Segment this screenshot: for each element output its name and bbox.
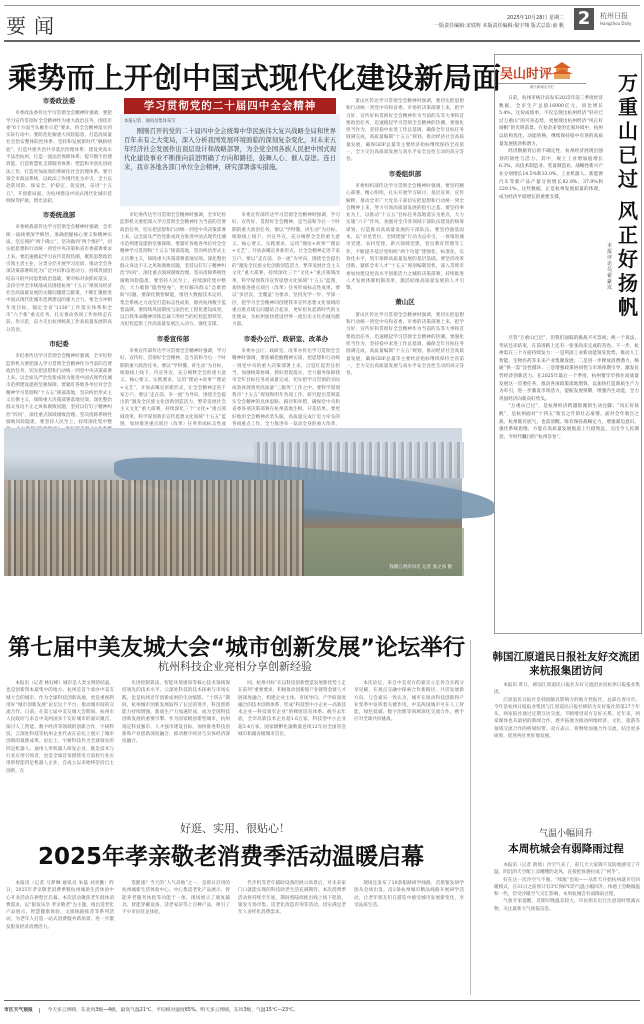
story3-column xyxy=(6,880,114,994)
section-text: 市委组织部传达学习贯彻全会精神时强调，要坚持精心部署、精心组织，扎实开展学习研讨、基层宣讲、宣传解释，推动全市广大党员干部切实把思想和行动统一到全会精神上来，努力引领高质量发展的指引之基。要坚持事业为上，以推动“十五五”目标任务落地落实为重点，大力实施“六干”作风，加强对全市各领域干部队伍建设的统筹谋划，打造推动高质量发展的干部队伍。要坚持强基固本，以“争星晋位、全域建强”行动为总牵引，一体推进城市党建、农村党建、新兴领域党建，党员教育管理等工作，不断提升基层党组织“两个功能”建强化、标准化、实效化水平，筑牢保障高质量发展的基层基础。要坚持改革创新，紧抓全市人才“十五五”规划编制契机，深入贯彻市委加快建设更高水平创新活力之城的决策部署，持续推进人才发展体制机制改革，激活助推高质量发展的人才引擎。 xyxy=(346,183,464,292)
section-heading: 市委办公厅、政研室、改革办 xyxy=(243,334,329,343)
section-heading: 市纪委 xyxy=(49,339,69,348)
story3-column xyxy=(238,880,346,994)
column-logo-sub: 浙江新闻名专栏 xyxy=(498,83,586,90)
story5-kicker: 气温小幅回升 xyxy=(538,829,593,839)
column-logo: 吴山时评 xyxy=(500,67,553,82)
story2-column xyxy=(354,680,464,812)
story3-kicker: 好逛、实用、很贴心！ xyxy=(180,822,290,835)
header-rule xyxy=(4,40,640,42)
story2-column xyxy=(122,680,230,812)
story2-text: 回，杭州对标“在以科技创新塑造发展新优势上走在前列”重要要求，积极推动创新链产业链资金链人才链深度融合，构建企业主体、市场导向、产学研深度融合的技术创新体系，形成“科技型中小企业—高新技术企业—科技领军企业”的梯度培育体系。截至去年底，全市高新技术企业超1.6万家，科技型中小企业超3.4万家，国家级孵化器数量连续12年居全国省会城市和副省级城市首位。 xyxy=(238,681,347,738)
section-text: 市纪委传达学习贯彻全会精神时强调，全市纪检监察机关要把深入学习贯彻全会精神作为当前的首要政治任务，切实把思想和行动统一到党中央决策部署上来。以全面从严治党新成效为推进中国式现代化城市范例建设提供坚强保障。要紧盯各地各单位对全会精神学习贯彻和“十五五”规部落地，坚决纠治形式主义官僚主义，保障重大决策部署落地见效。深化整治群众身边不正之风和腐败问题，坚持以钉钉子精神纠治“四风”，深化重点领域腐败治理。坚决清除系统性腐败风险隐患，要坚持人民至上，持续深化集中整 xyxy=(6,354,112,425)
story3-text: 代步机等老年辅助设备的展示场景后，对未来家门口就能实现的科技助老生活充满期待。本次消费季活动将持续至年底，期间将陆续推出线上线下促销、银发专场市集、适老化改造咨询等活动，切实满足老年人多样化消费需求。 xyxy=(238,881,346,916)
story4-body xyxy=(494,682,640,800)
commentary-paragraph: 经济数据背后的不确定性，杭州经济展现出强劲的韧性与活力。其中，规上工业增加值增长6.3%，高技术制造业、装备制造业、战略性新兴产业分别增长14.5%和33.0%。工业机器人、新能源汽车等新产品产量分别增长82.9%、37.9%和229.1%。这些数据，正是杭州发展质量的体现，成为经济平稳增长的重要支撑。 xyxy=(499,149,603,200)
commentary-title xyxy=(617,71,639,319)
section-text: 市委办公厅、政研室、改革办传达学习贯彻全会精神时强调，要准确把握精神实质，把思想和行动统一到党中央的重大决策部署上来，自觉扛起责任担当，加强统筹协调，抓好督促落实，全力服务保障我市全年目标任务高质量完成，切实把学习贯彻的实际成效体现到更高质量“三服务”工作之中。要科学谋划我市“十五五”规划和明年各项工作，研究提出贯彻落实全会精神的具体思路、路径和举措，确保党中央和省委各项决策部署在杭州落地生根、开花结果。要更好地用全会精神武装头脑，高质量完成厅室力牵头的各项重点工作，全力推进牵一发动全身的重大改革， xyxy=(232,349,340,428)
section-heading: 萧山区 xyxy=(395,298,415,307)
story2-column xyxy=(238,680,346,812)
editor-credits: 一版责任编辑:宋铁辉 本版责任编辑:倪宇翔 版式总监:俞 帆 xyxy=(434,23,564,29)
feature-lead-text: 刚刚召开的党的二十届四中全会统筹中华民族伟大复兴战略全局和世界百年未有之大变局，深入分析我国发展环境面临的深刻复杂变化，对未来五年经济社会发展作出顶层设计和战略部署，为全党全国各族人民把中国式现代化建设事业不断推向前进明确了方向和路径，鼓舞人心、催人奋进。连日来，我市各地各部门单位全会精神，研究部署落实措施。 xyxy=(124,128,336,171)
story2-text: 本报讯（记者 林钰峰）城市是人类文明的结晶，也是创新资本最集中的地方。杭州是首个承办中美友城大会的城市，作为全球科技创新高地，更是重视利用好“城市创新发展”论坛这个平台，推动城市间的交流合作。日前，在第七届中美友城大会期间，杭州市人民政府与来自中美两国多个友好城市的嘉宾聚首，探讨人工智能、数字经济等领域的创新合作，宇树科技、云深处科技等杭州企业代表在论坛上展示了城市创新的最新成果。论坛上，宇树科技作为全球领先的四足机器人、通用人形机器人研发企业，既是技术与行业应用引领者，也是全球首家围绕电力巡检行业应用的智能四足机器人企业，自成立以来始终坚持自主创新，在 xyxy=(6,681,114,774)
column-divider xyxy=(470,640,471,995)
section-heading: 市委宣传部 xyxy=(156,334,190,343)
commentary-title-2: 风正好扬帆 xyxy=(618,199,638,319)
section-text: 萧山区传达学习贯彻全会精神时强调，要切实把思想和行动统一到党中央和省委、市委的决策部署上来，把学习好、宣传好和贯彻好全会精神作为当前的头等大事和首要政治任务，迅速掀起学习贯彻全会精神的热潮。要强化担当作为，坚持稳中求进工作总基调，确保全年目标任务圆满完成，高质量编制“十五五”规划，推动经济社会高质量发展，确保GDP总量等主要经济指标继续保持全省第一，全力交出高质量发展与高水平安全良性互动的高分答卷。 xyxy=(346,312,464,377)
lead-column-2 xyxy=(120,212,226,428)
story2-text: 先进控制算法、智能环境感知等核心技术领域保持领先的技术水平。云深处科技的技术探索与市场实践，也是杭州近年创新成果的生动缩影。“十四五”期间，杭州城市创新发展取得了长足的进步，科技创新能力持续增强，新质生产力加速形成，成为全国科技创新发展的重要引擎。作为国家级创新型城市，杭州锚定科技强市、人才强市建设目标，加快推进科技创新和产业创新深度融合，推动数字经济与实体经济深度融合。 xyxy=(122,681,230,745)
commentary-body-top xyxy=(499,95,603,201)
story5-paragraph: 气象专家提醒，近期早晚温差较大，市民朋友出行注意适时增减衣物，关注最新天气预报信息。 xyxy=(494,899,640,912)
story3-column xyxy=(122,880,230,994)
story3-headline[interactable]: 2025年孝亲敬老消费季活动温暖启幕 xyxy=(38,844,425,870)
page-number: 2 xyxy=(574,8,594,30)
story3-column xyxy=(354,880,464,994)
weather-text: 今天多云到晴，东北风3级—4级，最高气温21℃，平均相对湿度65%。明天多云到晴，东风3级，气温15℃—23℃。 xyxy=(47,1008,299,1013)
story5-body xyxy=(494,862,640,996)
story4-paragraph: 本报讯 昨日，韩国江原道民日报社友好交流团访问杭州日报报业集团。 xyxy=(494,683,640,696)
section-text: 萧山区传达学习贯彻全会精神时强调，要切实把思想和行动统一到党中央和省委、市委的决策部署上来，把学习好、宣传好和贯彻好全会精神作为当前的头等大事和首要政治任务，迅速掀起学习贯彻全会精神的热潮。要强化担当作为，坚持稳中求进工作总基调，确保全年目标任务圆满完成，高质量编制“十五五”规划，推动经济社会高质量发展，确保GDP总量等主要经济指标继续保持全省第一，全力交出高质量发展与高水平安全良性互动的高分答卷。 xyxy=(346,99,464,163)
commentary-author: 本报评论员 翟豪岚 xyxy=(607,243,613,291)
commentary-paragraph: 日前，杭州市统计局发布2025年前三季度经济数据，全市生产总值16900亿元，同比增长5.4%。这份成绩单，不仅呈现出杭州经济“轻舟已过万重山”的可喜态势，更展现出杭州经济“风正好扬帆”的光明前景。在复杂多变的宏观环境中，杭州以结构优化、动能转换，继续保持稳中有进的高质量发展韧劲和潜力。 xyxy=(499,96,603,147)
story3-text: 本报讯（记者 马梦琳 通讯员 朱磊 刘亮勤）昨日，2025年孝亲敬老消费季暨杭州城新生活体验中心开业活动在拱墅区启幕。本次活动聚焦老年群体消费需求，以“银发乐享 孝亲敬老”为主题，推出适老化产品展示、智慧健康体验、文旅线路推荐等系列活动，为老年人打造一站式消费服务新场景，进一步激发银发经济消费活力。 xyxy=(6,881,114,930)
story2-subhead: 杭州科技企业亮相分享创新经验 xyxy=(158,660,312,673)
story5-headline[interactable]: 本周杭城会有弱降雨过程 xyxy=(508,843,624,855)
story3-text: 逛健康？当天的“人气高地”之一，是即日启用的杭州城新生活体验中心。中心集适老化产品展示、智能养老服务体验等功能于一体，现场展示了康复辅具、智能穿戴设备、适老家居等上百种产品，吸引了不少市民驻足体验。 xyxy=(122,881,230,916)
weather-bar xyxy=(4,1000,640,1013)
pagoda-icon xyxy=(549,61,575,81)
section-heading: 市委组织部 xyxy=(388,169,422,178)
photo-caption: 钱塘江两岸风光 记者 张之冰 摄 xyxy=(389,565,452,570)
story4-paragraph: 江原道民日报社是韩国颇具影响力的地方性报社，总部在春川市。今年是杭州日报报业集团与江原道民日报社缔结为友好报社的第27个年头。两家报社通过定期互访交流，不断增进双方友好关系。近年来，两家媒体也从最初的新闻合作，逐步拓展为推动两地经济、文化、旅游等领域交流合作的桥梁纽带。双方表示，将继续加强合作交流，结出更多硕果，促进两社更好地发展。 xyxy=(494,697,640,740)
section-heading: 市委统战部 xyxy=(42,211,76,220)
feature-byline: 本报记者、通讯员集体采写 xyxy=(124,119,176,124)
top-rule xyxy=(4,5,640,6)
paper-name-cn: 杭州日报 xyxy=(600,12,628,20)
story5-paragraph: 本报讯（记者 俞倩）冷空气来了，前几天大家降不及防地感受了升温，阴沉的天空配上凉飕飕的北风，直接把体感拉成了“初冬”。 xyxy=(494,863,640,876)
commentary-title-1: 万重山已过 xyxy=(618,71,638,191)
weather-label: 市区天气预报 xyxy=(4,1008,40,1013)
commentary-body-bottom xyxy=(499,335,639,441)
lead-column-3 xyxy=(232,212,340,428)
commentary-box xyxy=(494,54,642,634)
commentary-paragraph: 尽管“万重山已过”，但我们面临的挑战不可忽视；换一个说法，考试还未结束，在前进路上还有一张张尚未完成的答卷。下一步，杭州需在三个方面持续发力：一是巩固工业新动能领先优势，推动人工智能、生物医药等未来产业集聚发展；二是进一步释放消费潜力，畅通“供一需”良性循环；三是增强政策协同性与市场预期引导，激发民营经济创新活力。在2025年最后一个季度，杭州要牢牢抓住高质量发展这一首要任务，推动各项政策落地增效，以加快打造新质生产力为牵引，进一步激发市场活力，提振发展预期，增强内生动能，全力巩固经济向新向好势头。 xyxy=(499,336,639,402)
section-text: 市委政法委传达学习贯彻全会精神时强调，要把学习宣传贯彻好全会精神作为重大政治任务，围绕市委“6个方面当头雁作示范”要求，将全会精神落实到实际行动中。要防范化解重大风险隐患，打造高质量社会治安整体防控体系；坚持和发展新时代“枫桥经验”，打造共建共治共享基层治理体系；建设更高水平法治杭州，打造一流法治保障体系；提升数字治理效能，打造智慧化支撑服务体系；塑造和争创先进政法工作，打造更加高效的系统化社会治理体系。要引领全市政法系统，以政法工作现代化为牵引，全力以赴防风险、保安全、护稳定、促发展，奋进“十五五”，开创新局面，为杭州建设中国式现代化城市范例保驾护航、增光添彩。 xyxy=(6,111,112,204)
city-skyline-photo xyxy=(4,428,462,576)
story2-text: 本次论坛，来自中美双方的嘉宾立足各自实践分享见解，在观点交融中探索合作新路径、共话发展新方向。与会嘉宾一致认为，城市在推动科技创新和产业变革中发挥着关键作用，中美两国城市可在人工智能、绿色低碳、数字治理等领域深化交流合作，携手应对全球共同挑战。 xyxy=(354,681,464,723)
lead-column-1 xyxy=(6,98,112,428)
section-text: 市纪委传达学习贯彻全会精神时强调，全市纪检监察机关要把深入学习贯彻全会精神作为当前的首要政治任务，切实把思想和行动统一到党中央决策部署上来。以全面从严治党新成效为推进中国式现代化城市范例建设提供坚强保障。要紧盯各地各单位对全会精神学习贯彻和“十五五”规部落地，坚决纠治形式主义官僚主义，保障重大决策部署落地见效。深化整治群众身边不正之风和腐败问题，坚持以钉钉子精神纠治“四风”，深化重点领域腐败治理。坚决清除系统性腐败风险隐患，要坚持人民至上，持续深化集中整治，大力破除“隐性壁垒”，更好解决群众“急难愁盼”问题。要深化数智赋能，推进大数据技术运用，集全系统之力攻坚打造标志性成果，擦亮杭州数字监督品牌。要持续巩固制度与法治化工程化建设成果，以自我革命精神淬炼忠诚干净担当的纪检监察铁军，为纪检监察工作高质量发展注入动力、强化支撑。 xyxy=(120,213,226,328)
lead-headline[interactable]: 乘势而上开创中国式现代化建设新局面 xyxy=(8,61,502,95)
paper-name-en: Hangzhou Daily xyxy=(600,21,632,26)
section-text: 市委宣传部传达学习贯彻全会精神时强调，学习好、宣传好、贯彻好全会精神，是当前和今后一个时期的重大政治任务。要以“学得懂、讲生动”为目标，统筹线上线下、内宣外宣，充分阐释全会的重大意义、核心要义、实践要求，运用“理论+故事”“理论+文艺”，开放表噶宣讲新形式，让全会精神走进千家万户。要以“走在前、争一流”为导向，围绕全会提出的“激发全民族文化创新创造活力，繁荣发展社会主义文化”重大部署，持续深化三个“文化+”重点领域改革，科学谋划我市宣传思想文化领域“十五五”蓝图，加快推进重点项目（改革）任务形成标志性成果。要以“多层次、全覆盖”为要求，坚持先学一步、学深一层，把学习全会精神同创建我市宣传思想文化领域的重点难点堵点问题结合起来，更好担负起新时代的文化使命，为杭州加快建设世界一流历史文化名城贡献力量。 xyxy=(232,213,341,328)
lead-column-4 xyxy=(346,98,464,428)
section-text: 市委宣传部传达学习贯彻全会精神时强调，学习好、宣传好、贯彻好全会精神，是当前和今后一个时期的重大政治任务。要以“学得懂、讲生动”为目标，统筹线上线下、内宣外宣，充分阐释全会的重大意义、核心要义、实践要求，运用“理论+故事”“理论+文艺”，开放表噶宣讲新形式，让全会精神走进千家万户。要以“走在前、争一流”为导向，围绕全会提出的“激发全民族文化创新创造活力，繁荣发展社会主义文化”重大部署，持续深化三个“文化+”重点领域改革，科学谋划我市宣传思想文化领域“十五五”蓝图，加快推进重点项目（改革）任务形成标志性成 xyxy=(120,349,226,428)
commentary-paragraph: “万重山已过”，是杭州经济跨越险滩的生动注脚；“风正好扬帆”，是杭州面对“十四五”收官之年的壮志豪情。面对全年收官之战，杭州既有底气，也需清醒。唯有保持战略定力，增强紧迫意识，强化系统思维，方能在高质量发展航道上行稳致远，交出令人民满意、令时代瞩目的“杭州答卷”。 xyxy=(499,404,639,440)
story5-paragraph: 好在这一次冷空气不强，“续航”也短——从昨天开始杭州就开启回暖模式，在31日之前预计有3℃到6℃的气温小幅回升，体感上会略微温和一些，但受冷暖空气交汇影响，本周杭城会有弱降雨过程。 xyxy=(494,877,641,898)
story3-text: 现场还发布了10条银龄研学线路，首批银发研学团从会场出发，沿2条杭州城市精品线路开展研学活动，让老年朋友们在游览中感受城市发展新变化，享受品质生活。 xyxy=(354,881,464,908)
feature-banner: 学习贯彻党的二十届四中全会精神 xyxy=(124,98,336,114)
header-meta xyxy=(434,14,564,30)
section-name: 要闻 xyxy=(6,14,62,38)
story2-column xyxy=(6,680,114,812)
story4-headline[interactable]: 韩国江原道民日报社友好交流团来杭报集团访问 xyxy=(492,651,640,677)
section-text: 市委统战部传达学习贯彻全会精神时强调，全市统一战线要深学细悟、准确把握核心要义和精神实质，坚定拥护“两个确立”、坚决做到“两个维护”，切实把思想和行动统一到党中央决策和省市委部署要求上来。要迅速掀起学习宣传贯彻热潮，聚焦思想政治引领主责主业，分类分层开展学习培训，推动全会各项决策部署转化为广泛共识和奋进动力。持续巩固团结奋斗的共同思想政治基础，要对标对表抓好落实，支持引导全市统战成员围绕杭州“十五五”规划及经济社会高质量发展的关键问题建言献策，不断汇聚推进中国式现代化城市范例建设的强大合力。要全力冲刺年度目标，铺定全省“1136”工作落实体系和全市“六个新”重点任务，扎实推动各项工作始终走在前、作示范，奋力交出杭州统战工作高质量发展的高分答卷。 xyxy=(6,225,112,333)
section-heading: 市委政法委 xyxy=(42,97,76,105)
paper-logo xyxy=(600,12,632,28)
issue-date: 2025年10月28日 星期二 xyxy=(506,15,564,21)
story2-headline[interactable]: 第七届中美友城大会“城市创新发展”论坛举行 xyxy=(8,635,466,661)
